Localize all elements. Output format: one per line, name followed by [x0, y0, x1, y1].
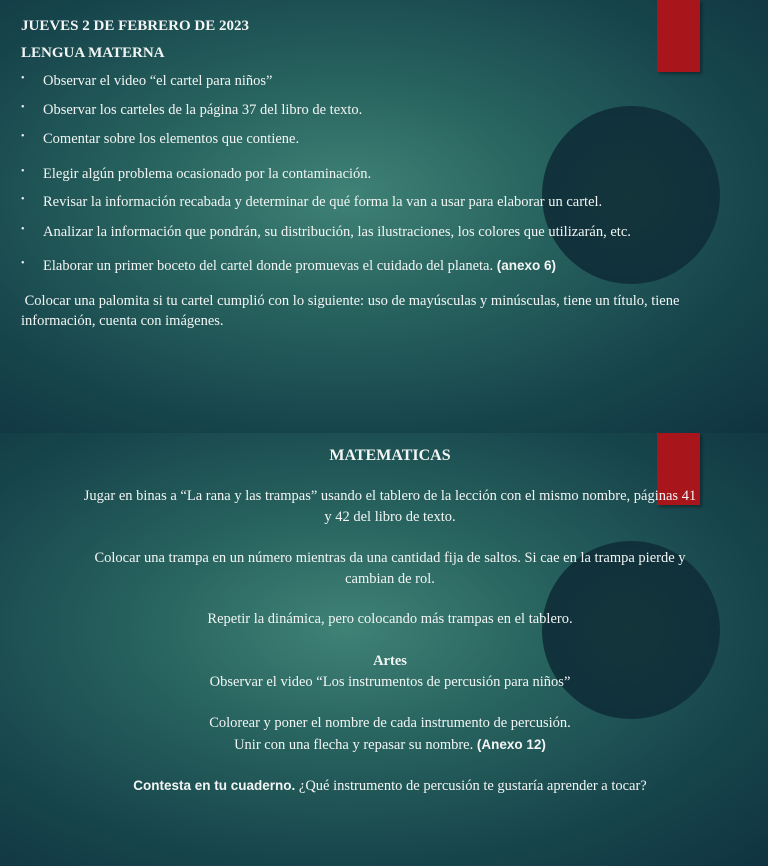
arts-paragraph-1: Observar el video “Los instrumentos de percusión para niños”: [209, 674, 571, 690]
math-paragraph-3: Repetir la dinámica, pero colocando más trampas en el tablero.: [207, 611, 573, 627]
bullet-icon: •: [21, 258, 25, 269]
evaluation-instructions: Colocar una palomita si tu cartel cumplió con lo siguiente: uso de mayúsculas y minúsculas, tiene un título, tiene información, cuenta con imágenes.: [21, 293, 680, 329]
slide-lengua-materna: JUEVES 2 DE FEBRERO DE 2023 LENGUA MATERNA • Observar el video “el cartel para niños” • Observar los carteles de la página 37 del libro de texto. • Comentar sobre los elementos que contiene. • Elegir algún problema ocasionado por la contaminación. • Revisar la información recabada y determinar de qué forma la van a usar para elaborar un cartel. • Analizar la información que pondrán, su distribución, las ilustraciones, los colores que utilizarán, etc. • Elaborar un primer boceto del cartel donde promuevas el cuidado del planeta. (anexo 6) Colocar una palomita si tu cartel cumplió con lo siguiente: uso de mayúsculas y minúsculas, tiene un título, tiene información, cuenta con imágenes.: [0, 0, 768, 433]
bullet-icon: •: [21, 73, 25, 84]
bullet-icon: •: [21, 194, 25, 205]
decorative-red-bar: [657, 0, 700, 72]
math-paragraph-1: Jugar en binas a “La rana y las trampas” usando el tablero de la lección con el mismo nombre, páginas 41 y 42 del libro de texto.: [83, 488, 697, 525]
bullet-icon: •: [21, 166, 25, 177]
bullet-icon: •: [21, 102, 25, 113]
slide-matematicas: [0, 433, 768, 866]
subject-heading: LENGUA MATERNA: [21, 45, 165, 61]
arts-question: Contesta en tu cuaderno. ¿Qué instrumento de percusión te gustaría aprender a tocar?: [133, 778, 647, 794]
math-paragraph-2: Colocar una trampa en un número mientras da una cantidad fija de saltos. Si cae en la trampa pierde y cambian de rol.: [94, 550, 686, 587]
date-heading: JUEVES 2 DE FEBRERO DE 2023: [21, 18, 249, 34]
bullet-icon: •: [21, 224, 25, 235]
arts-paragraph-2: Colorear y poner el nombre de cada instrumento de percusión. Unir con una flecha y repasar su nombre. (Anexo 12): [209, 715, 571, 753]
annex-reference: (anexo 6): [496, 258, 557, 273]
arts-title: Artes: [373, 653, 407, 669]
math-title: MATEMATICAS: [329, 447, 451, 464]
annex-reference: (Anexo 12): [476, 737, 546, 752]
bullet-icon: •: [21, 131, 25, 142]
